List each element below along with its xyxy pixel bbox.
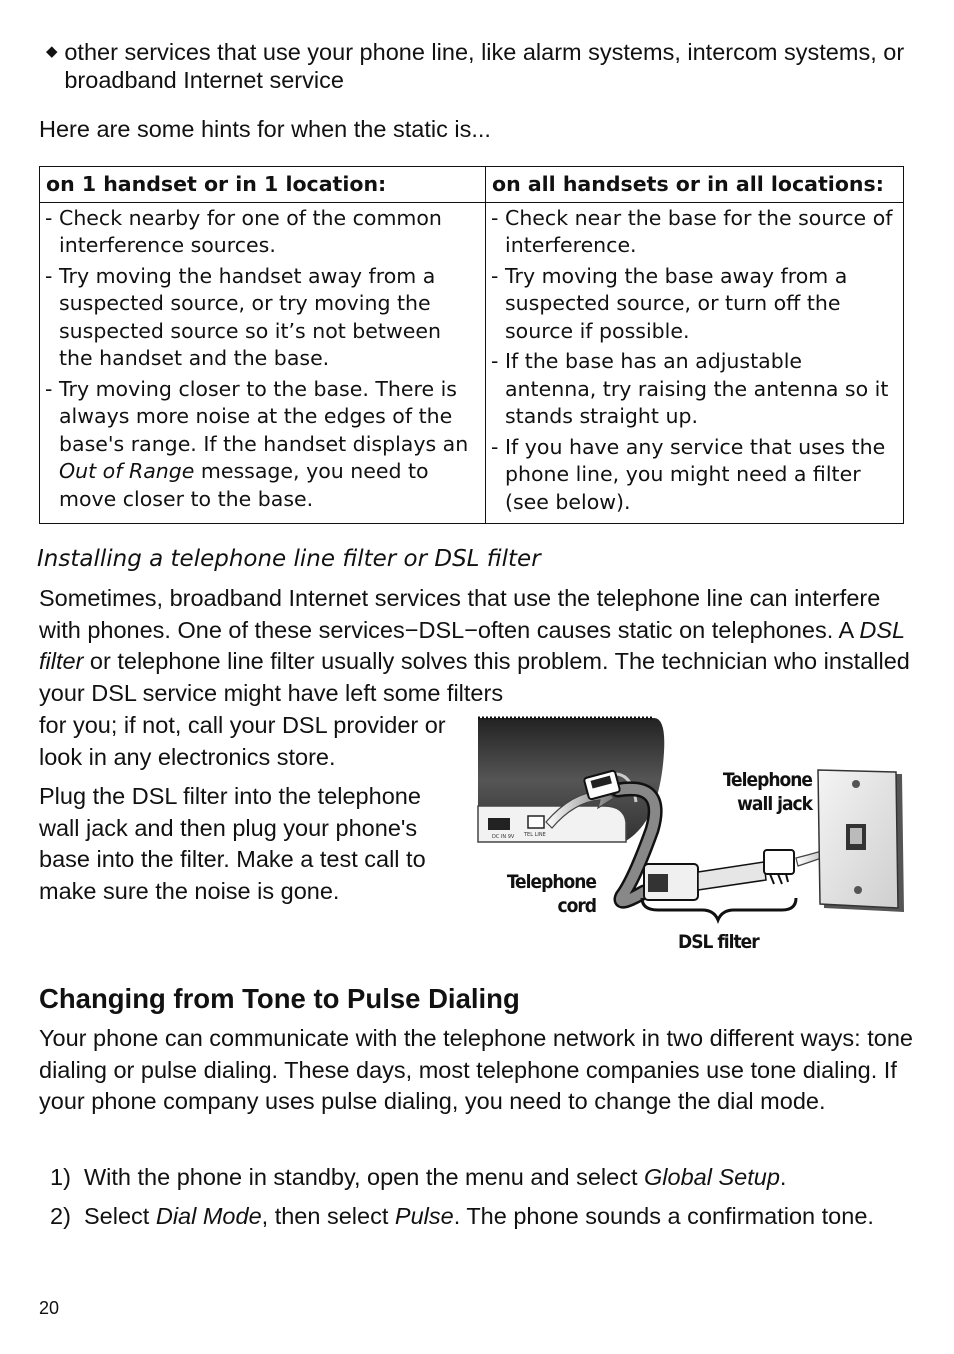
page-number: 20: [39, 1298, 60, 1318]
dsl-section-title: Installing a telephone line filter or DSL filter: [37, 546, 541, 572]
diamond-bullet-icon: ◆: [46, 43, 58, 60]
step-1: 1) With the phone in standby, open the menu and select Global Setup.: [50, 1164, 787, 1190]
tone-pulse-heading: Changing from Tone to Pulse Dialing: [39, 983, 520, 1014]
bullet-text: other services that use your phone line, like alarm systems, intercom systems, or broadband Internet service: [64, 39, 905, 93]
dial-mode-term: Dial Mode: [155, 1203, 262, 1229]
telephone-cord-label: Telephone cord: [506, 871, 596, 917]
svg-text:DC IN 9V: DC IN 9V: [492, 834, 515, 840]
hint-item: - Try moving the base away from a suspected source, or turn off the source if possible.: [491, 263, 848, 343]
dsl-paragraph: Sometimes, broadband Internet services that use the telephone line can interfere with phones. One of these services−DSL−often causes static on telephones. A DSL filter or telephone line filter usually solves this problem. The technician who installed your DSL service might have left some filters: [39, 585, 910, 706]
hint-item: - Try moving the handset away from a suspected source, or try moving the suspected source so it’s not between the handset and the base.: [45, 263, 441, 370]
col2-header: on all handsets or in all locations:: [486, 167, 904, 203]
dsl-filter-illustration: [474, 712, 908, 960]
step-2: 2) Select Dial Mode, then select Pulse. The phone sounds a confirmation tone.: [50, 1203, 874, 1229]
phone-base: [478, 718, 664, 842]
intro-text: Here are some hints for when the static is...: [39, 116, 491, 142]
wall-jack-label: Telephone wall jack: [722, 769, 812, 815]
filter-bracket: [642, 898, 796, 920]
illustration-svg: [474, 712, 908, 960]
svg-text:TEL LINE: TEL LINE: [524, 832, 546, 838]
bullet-item: [46, 38, 926, 94]
power-port: [488, 818, 510, 830]
dsl-paragraph-continued: for you; if not, call your DSL provider or look in any electronics store.: [39, 712, 446, 770]
tone-paragraph: Your phone can communicate with the telephone network in two different ways: tone dialing or pulse dialing. These days, most telephone companies use tone dialing. If your phone company uses pulse dialing, you need to change the dial mode.: [39, 1025, 913, 1114]
hint-item: - If you have any service that uses the phone line, you might need a filter (see below).: [491, 434, 886, 514]
plug-paragraph: Plug the DSL filter into the telephone wall jack and then plug your phone's base into the filter. Make a test call to make sure the noise is gone.: [39, 783, 426, 904]
hint-item: - Try moving closer to the base. There is always more noise at the edges of the base's range. If the handset displays an Out of Range message, you need to move closer to the base.: [45, 376, 469, 511]
col1-header: on 1 handset or in 1 location:: [40, 167, 486, 203]
hint-item: - If the base has an adjustable antenna, try raising the antenna so it stands straight up.: [491, 349, 889, 428]
pulse-term: Pulse: [394, 1203, 454, 1229]
global-setup-term: Global Setup: [644, 1164, 780, 1190]
dsl-filter-label: DSL filter: [678, 931, 759, 953]
line-port: [528, 816, 544, 828]
dsl-filter-body: [644, 850, 794, 900]
wall-jack-plate: [818, 770, 904, 912]
hint-item: - Check near the base for the source of interference.: [491, 205, 893, 257]
dsl-filter-term: DSL filter: [39, 616, 905, 674]
out-of-range-term: Out of Range: [59, 459, 195, 483]
col1-cell: [40, 202, 486, 524]
col2-cell: [486, 202, 904, 524]
hint-item: - Check nearby for one of the common interference sources.: [45, 205, 442, 257]
hints-table: [39, 166, 904, 524]
